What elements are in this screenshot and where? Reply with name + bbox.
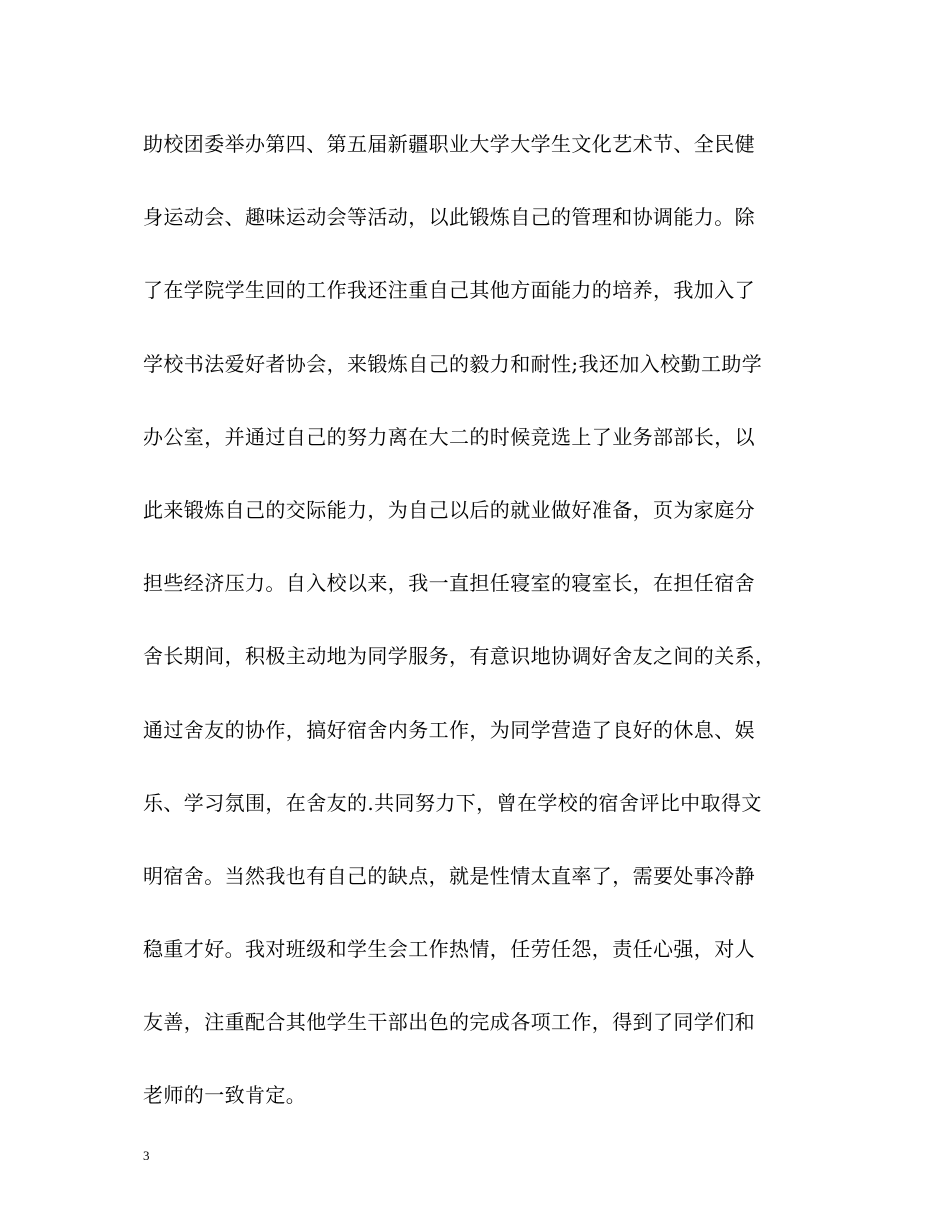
text-line: 稳重才好。我对班级和学生会工作热情，任劳任怨，责任心强，对人	[143, 937, 755, 962]
text-line: 明宿舍。当然我也有自己的缺点，就是性情太直率了，需要处事冷静	[143, 863, 755, 888]
text-line: 友善，注重配合其他学生干部出色的完成各项工作，得到了同学们和	[143, 1010, 755, 1035]
text-line: 乐、学习氛围，在舍友的.共同努力下，曾在学校的宿舍评比中取得文	[143, 790, 762, 815]
text-line: 此来锻炼自己的交际能力，为自己以后的就业做好准备，页为家庭分	[143, 497, 755, 522]
text-line: 舍长期间，积极主动地为同学服务，有意识地协调好舍友之间的关系，	[143, 644, 776, 669]
text-line: 身运动会、趣味运动会等活动，以此锻炼自己的管理和协调能力。除	[143, 205, 755, 230]
text-line: 老师的一致肯定。	[143, 1083, 307, 1108]
text-line: 担些经济压力。自入校以来，我一直担任寝室的寝室长，在担任宿舍	[143, 571, 755, 596]
text-line: 办公室，并通过自己的努力离在大二的时候竞选上了业务部部长，以	[143, 424, 755, 449]
text-line: 学校书法爱好者协会，来锻炼自己的毅力和耐性;我还加入校勤工助学	[143, 351, 763, 376]
text-line: 通过舍友的协作，搞好宿舍内务工作，为同学营造了良好的休息、娱	[143, 717, 755, 742]
page-number: 3	[143, 1148, 150, 1163]
text-line: 助校团委举办第四、第五届新疆职业大学大学生文化艺术节、全民健	[143, 132, 755, 156]
text-line: 了在学院学生回的工作我还注重自己其他方面能力的培养，我加入了	[143, 278, 755, 303]
body-paragraph	[143, 129, 823, 1154]
